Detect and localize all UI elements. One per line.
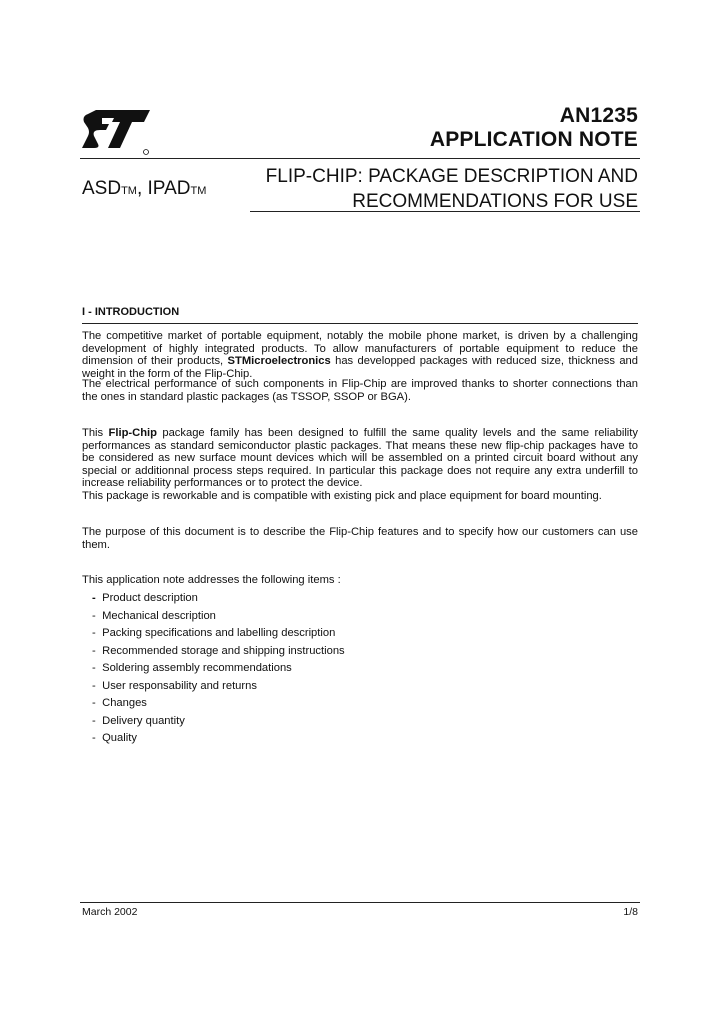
items-list bbox=[92, 590, 345, 748]
trademark-mark: TM bbox=[121, 185, 137, 197]
list-item: - Mechanical description bbox=[92, 609, 216, 622]
intro-paragraph-2: The electrical performance of such components in Flip-Chip are improved thanks to shorter connections than the ones in standard plastic packages (as TSSOP, SSOP or BGA). bbox=[82, 378, 638, 403]
list-item-text: Quality bbox=[102, 732, 137, 744]
list-item: - Changes bbox=[92, 697, 147, 709]
document-type: APPLICATION NOTE bbox=[429, 128, 638, 151]
header-divider bbox=[80, 158, 640, 159]
list-item: - User responsability and returns bbox=[92, 679, 257, 692]
footer-divider bbox=[80, 902, 640, 903]
company-name: STMicroelectronics bbox=[227, 355, 331, 368]
list-item: - Soldering assembly recommendations bbox=[92, 662, 292, 674]
list-item-text: Product description bbox=[102, 592, 198, 604]
paragraph-text: This bbox=[82, 427, 109, 439]
document-title bbox=[266, 164, 638, 214]
paragraph-text: The competitive market of portable equipment, notably the mobile phone market, is driven by a challenging development of highly integrated products. To allow manufacturers of portable equipment to reduce the dimension of their products, bbox=[82, 330, 638, 368]
footer-date: March 2002 bbox=[82, 906, 138, 918]
product-family-ipad: , IPAD bbox=[136, 178, 191, 199]
document-number: AN1235 bbox=[559, 104, 638, 127]
list-item: - Delivery quantity bbox=[92, 714, 185, 727]
title-divider bbox=[250, 211, 640, 212]
list-item-text: Soldering assembly recommendations bbox=[102, 662, 292, 674]
section-heading-introduction: I - INTRODUCTION bbox=[82, 306, 180, 318]
list-item-text: Changes bbox=[102, 697, 147, 709]
list-item: - Recommended storage and shipping instructions bbox=[92, 644, 345, 657]
title-line-2: RECOMMENDATIONS FOR USE bbox=[352, 191, 638, 212]
list-item: - Packing specifications and labelling description bbox=[92, 627, 336, 639]
paragraph-text: package family has been designed to fulfill the same quality levels and the same reliability performances as standard semiconductor plastic packages. That means these new flip-chip packages have to be considered as new surface mount devices which will be assembled on a printed circuit board without any special or additionnal process steps required. In particular this package does not require any extra underfill to increase reliability performances or to protect the device. bbox=[82, 427, 638, 490]
st-logo-icon bbox=[80, 108, 152, 156]
list-item-text: Mechanical description bbox=[102, 609, 216, 622]
page-number: 1/8 bbox=[623, 906, 638, 918]
list-item-text: Recommended storage and shipping instructions bbox=[102, 644, 345, 657]
product-family-asd: ASD bbox=[82, 178, 122, 199]
intro-paragraph-1 bbox=[82, 330, 638, 380]
list-item-text: Packing specifications and labelling description bbox=[102, 627, 336, 639]
list-item: - Quality bbox=[92, 732, 137, 744]
product-family bbox=[82, 178, 206, 200]
intro-paragraph-4: The purpose of this document is to describe the Flip-Chip features and to specify how our customers can use them. bbox=[82, 526, 638, 551]
list-item-text: Delivery quantity bbox=[102, 714, 185, 727]
list-item: - Product description bbox=[92, 592, 198, 604]
intro-paragraph-3 bbox=[82, 427, 638, 503]
trademark-mark: TM bbox=[190, 185, 207, 197]
product-name: Flip-Chip bbox=[108, 427, 157, 439]
title-line-1: FLIP-CHIP: PACKAGE DESCRIPTION AND bbox=[265, 166, 638, 187]
list-item-text: User responsability and returns bbox=[102, 679, 257, 692]
paragraph-text: has developped packages with reduced size, thickness and weight in the form of the Flip-Chip. bbox=[82, 355, 638, 380]
intro-paragraph-5: This application note addresses the following items : bbox=[82, 574, 341, 586]
paragraph-text: This package is reworkable and is compatible with existing pick and place equipment for board mounting. bbox=[82, 489, 602, 502]
